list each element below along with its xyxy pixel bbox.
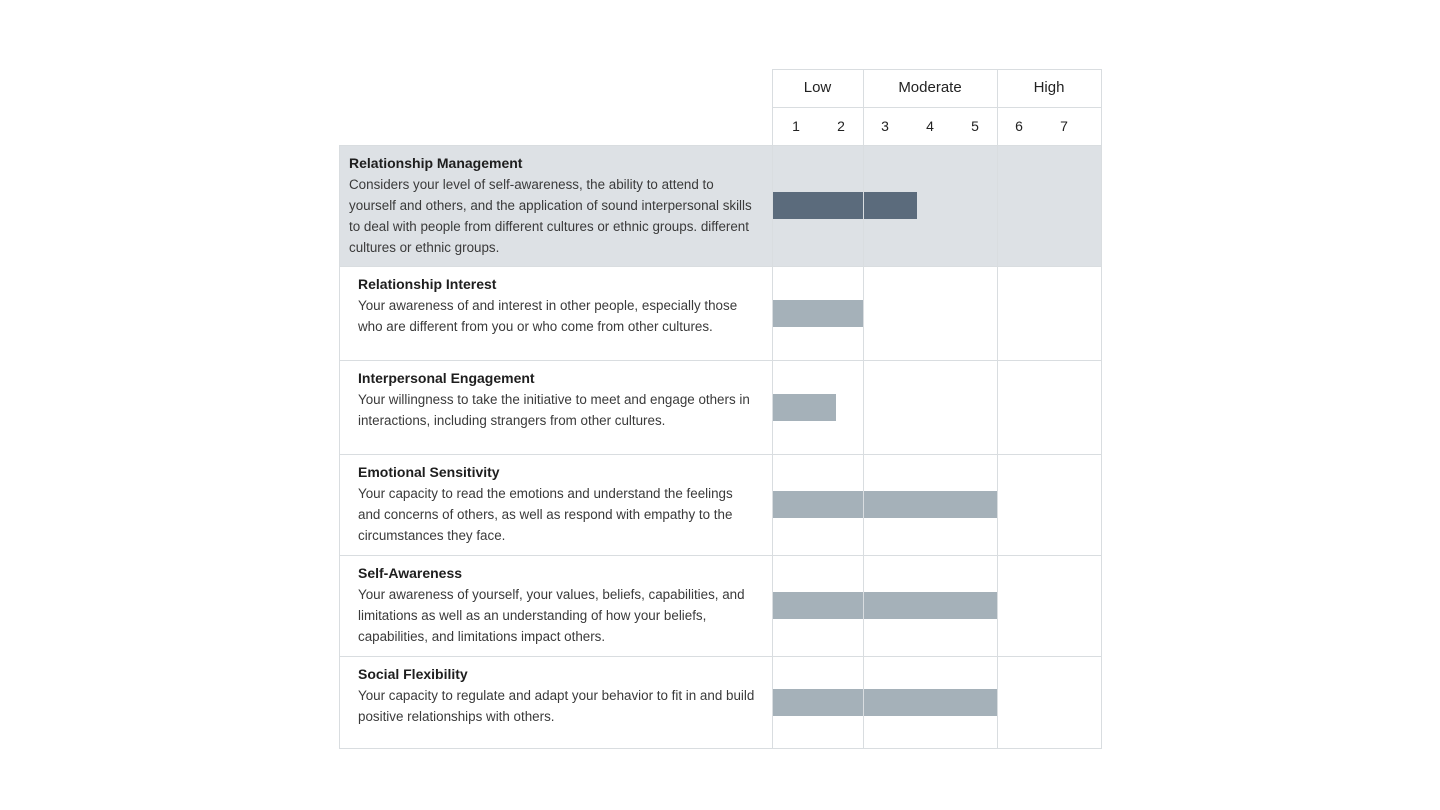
band-label-moderate: Moderate — [898, 79, 962, 96]
row-text-3 — [358, 462, 758, 546]
row-text-2 — [358, 368, 758, 431]
row-line-6 — [339, 748, 1102, 749]
band-label-low: Low — [803, 79, 832, 96]
row-title: Relationship Interest — [358, 276, 497, 292]
row-title: Self-Awareness — [358, 565, 463, 581]
grid-vline-3 — [1101, 69, 1102, 749]
bar-5 — [773, 689, 997, 716]
row-description: Your awareness of yourself, your values, beliefs, capabilities, and limitations as well as an understanding of how your beliefs, capabilities, and limitations impact others. — [358, 587, 745, 644]
row-text-0 — [349, 153, 759, 258]
tick-label-7: 7 — [1060, 118, 1068, 134]
tick-label-3: 3 — [881, 118, 889, 134]
row-line-2 — [339, 360, 1102, 361]
bar-2 — [773, 394, 836, 421]
tick-label-2: 2 — [837, 118, 845, 134]
bar-3 — [773, 491, 997, 518]
tick-label-5: 5 — [971, 118, 979, 134]
band-label-high: High — [1033, 79, 1065, 96]
row-description: Your awareness of and interest in other people, especially those who are different from you or who come from other cultures. — [358, 298, 738, 334]
tick-label-4: 4 — [926, 118, 934, 134]
table-left-line — [339, 145, 340, 749]
row-description: Considers your level of self-awareness, the ability to attend to yourself and others, and the application of sound interpersonal skills to deal with people from different cultures or ethnic groups. different cultures or ethnic groups. — [349, 177, 752, 255]
row-text-4 — [358, 563, 758, 647]
bar-1 — [773, 300, 863, 327]
row-line-0 — [339, 145, 1102, 146]
row-line-3 — [339, 454, 1102, 455]
row-title: Interpersonal Engagement — [358, 370, 535, 386]
row-description: Your willingness to take the initiative to meet and engage others in interactions, including strangers from other cultures. — [358, 392, 750, 428]
row-line-1 — [339, 266, 1102, 267]
row-text-1 — [358, 274, 758, 337]
row-description: Your capacity to regulate and adapt your behavior to fit in and build positive relationships with others. — [358, 688, 755, 724]
row-line-4 — [339, 555, 1102, 556]
row-title: Relationship Management — [349, 155, 523, 171]
row-title: Social Flexibility — [358, 666, 468, 682]
tick-label-6: 6 — [1015, 118, 1023, 134]
row-description: Your capacity to read the emotions and understand the feelings and concerns of others, as well as respond with empathy to the circumstances they face. — [358, 486, 733, 543]
grid-vline-0 — [772, 69, 773, 749]
tick-label-1: 1 — [792, 118, 800, 134]
row-text-5 — [358, 664, 758, 727]
bar-4 — [773, 592, 997, 619]
grid-vline-1 — [863, 69, 864, 749]
row-title: Emotional Sensitivity — [358, 464, 500, 480]
grid-vline-2 — [997, 69, 998, 749]
bar-0 — [773, 192, 917, 219]
row-line-5 — [339, 656, 1102, 657]
